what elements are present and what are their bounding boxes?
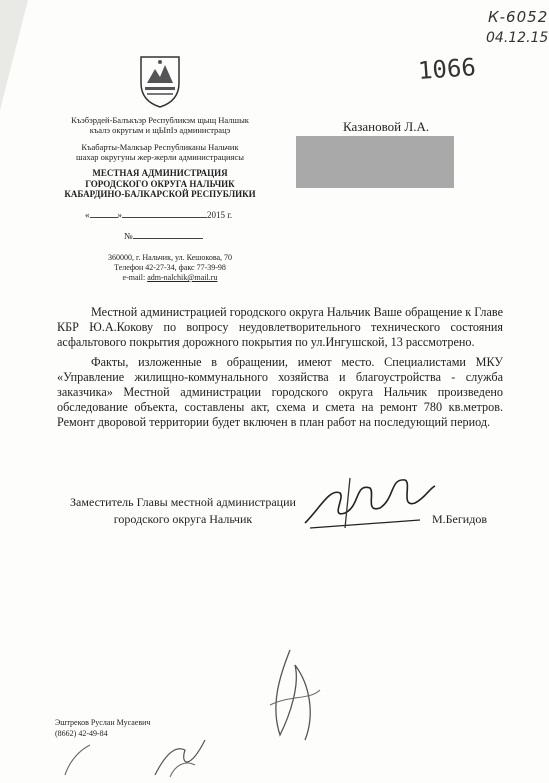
redacted-address-block <box>296 136 454 188</box>
body-paragraph: Местной администрацией городского округа Нальчик Ваше обращение к Главе КБР Ю.А.Кокову по вопросу неудовлетворительного технического состояния асфальтового покрытия дорожного покрытия по ул.Ингушской, 13 рассмотрено. <box>57 305 503 349</box>
handwritten-signature-icon <box>300 468 440 538</box>
header-russian-line2: ГОРОДСКОГО ОКРУГА НАЛЬЧИК <box>85 178 235 189</box>
header-kabardian-line1: Къэбэрдей-Балъкъэр Республикэм щыщ Налшык <box>71 115 249 125</box>
executor-name: Эштреков Руслан Мусаевич <box>55 718 151 727</box>
handwritten-initials-icon <box>150 735 210 780</box>
header-kabardian-line2: къалэ округым и щЫпIэ администрацэ <box>89 125 231 135</box>
signer-title <box>58 494 308 528</box>
incoming-date-handwritten: 04.12.15 <box>486 30 549 46</box>
signer-title-line2: городского округа Нальчик <box>113 512 253 526</box>
email-link[interactable]: adm-nalchik@mail.ru <box>147 273 218 282</box>
letter-number-line <box>124 231 203 241</box>
header-balkar-line1: Къабарты-Малкъар Республиканы Нальчик <box>81 142 239 152</box>
executor-phone: (8662) 42-49-84 <box>55 729 108 738</box>
registration-number-stamp: 1066 <box>417 53 477 85</box>
executor-info <box>55 717 150 739</box>
phone-fax-text: Телефон 42-27-34, факс 77-39-98 <box>114 263 226 272</box>
letter-number-label: № <box>124 231 133 241</box>
handwritten-tick-icon <box>60 740 100 780</box>
handwritten-mark-icon <box>260 645 330 745</box>
signer-title-line1: Заместитель Главы местной администрации <box>70 495 296 509</box>
header-balkar <box>40 142 280 162</box>
body-paragraph: Факты, изложенные в обращении, имеют место. Специалистами МКУ «Управление жилищно-коммунального хозяйства и благоустройства - служба заказчика» Местной администрации городского округа Нальчик произведено обследование объекта, составлены акт, схема и смета на ремонт 780 кв.метров. Ремонт дворовой территории будет включен в план работ на последующий период. <box>57 355 503 429</box>
header-balkar-line2: шахар округуны жер-жерли администрациясы <box>76 152 244 162</box>
letter-date-line: « » 2015 г. <box>85 210 233 220</box>
header-kabardian <box>40 115 280 135</box>
contact-address <box>80 253 260 283</box>
letter-date-year: 2015 г. <box>207 210 233 220</box>
header-russian-line1: МЕСТНАЯ АДМИНИСТРАЦИЯ <box>92 168 228 178</box>
incoming-number-handwritten: К-6052 <box>488 8 549 26</box>
header-russian-line3: КАБАРДИНО-БАЛКАРСКОЙ РЕСПУБЛИКИ <box>64 189 256 199</box>
signer-name: М.Бегидов <box>432 512 488 526</box>
coat-of-arms-icon <box>137 53 183 109</box>
email-label: e-mail: <box>122 273 146 282</box>
letter-body <box>57 305 503 435</box>
recipient-name: Казановой Л.А. <box>343 119 430 134</box>
address-text: 360000, г. Нальчик, ул. Кешокова, 70 <box>107 253 233 262</box>
header-russian <box>40 168 280 200</box>
page-fold-shadow <box>0 0 28 110</box>
